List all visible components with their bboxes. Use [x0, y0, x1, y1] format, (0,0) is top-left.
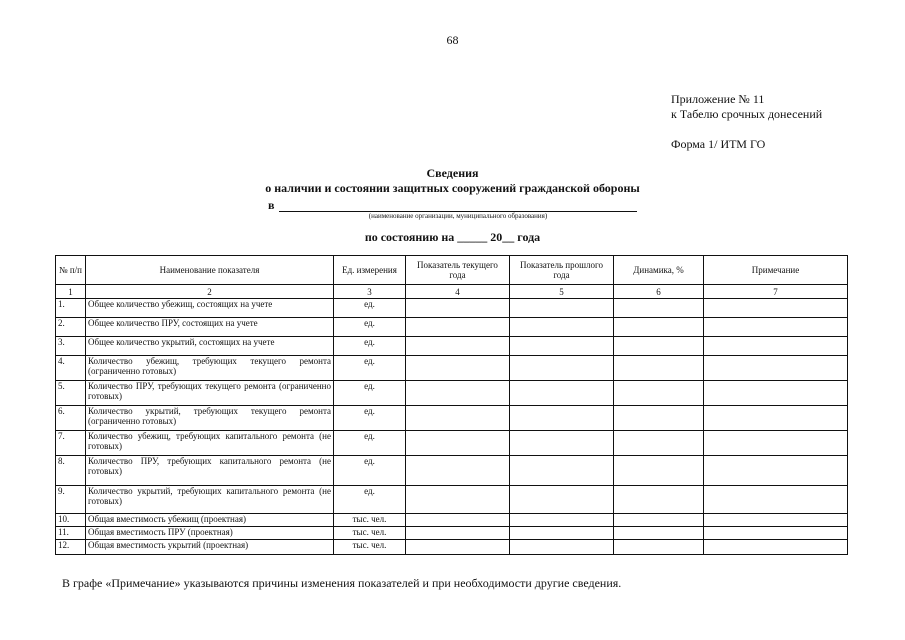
current-year-cell[interactable]	[406, 356, 510, 381]
table-row	[56, 318, 848, 337]
note-cell[interactable]	[704, 514, 848, 527]
previous-year-cell[interactable]	[510, 406, 614, 431]
note-cell[interactable]	[704, 406, 848, 431]
table-row	[56, 337, 848, 356]
note-cell[interactable]	[704, 318, 848, 337]
previous-year-cell[interactable]	[510, 527, 614, 540]
document-subtitle: о наличии и состоянии защитных сооружений гражданской обороны	[265, 181, 640, 195]
row-number: 4.	[56, 356, 86, 381]
unit-cell: ед.	[334, 406, 406, 431]
header-cell: Динамика, %	[614, 256, 704, 285]
page-number: 68	[446, 33, 459, 47]
table-row	[56, 299, 848, 318]
current-year-cell[interactable]	[406, 381, 510, 406]
report-table	[55, 255, 848, 555]
current-year-cell[interactable]	[406, 406, 510, 431]
row-number: 9.	[56, 486, 86, 514]
note-cell[interactable]	[704, 356, 848, 381]
column-number-row	[56, 285, 848, 299]
unit-cell: тыс. чел.	[334, 514, 406, 527]
previous-year-cell[interactable]	[510, 299, 614, 318]
previous-year-cell[interactable]	[510, 337, 614, 356]
dynamics-cell[interactable]	[614, 299, 704, 318]
table-row	[56, 431, 848, 456]
row-number: 8.	[56, 456, 86, 486]
organization-hint: (наименование организации, муниципального образования)	[368, 212, 548, 220]
indicator-name: Общая вместимость убежищ (проектная)	[86, 514, 334, 527]
indicator-name: Количество укрытий, требующих капитального ремонта (не готовых)	[86, 486, 334, 514]
row-number: 11.	[56, 527, 86, 540]
dynamics-cell[interactable]	[614, 337, 704, 356]
dynamics-cell[interactable]	[614, 540, 704, 555]
table-row	[56, 540, 848, 555]
previous-year-cell[interactable]	[510, 318, 614, 337]
dynamics-cell[interactable]	[614, 486, 704, 514]
current-year-cell[interactable]	[406, 299, 510, 318]
note-cell[interactable]	[704, 540, 848, 555]
dynamics-cell[interactable]	[614, 406, 704, 431]
unit-cell: ед.	[334, 299, 406, 318]
column-number: 2	[86, 285, 334, 299]
unit-cell: ед.	[334, 431, 406, 456]
previous-year-cell[interactable]	[510, 514, 614, 527]
note-cell[interactable]	[704, 337, 848, 356]
unit-cell: ед.	[334, 356, 406, 381]
document-title: Сведения	[426, 166, 479, 180]
previous-year-cell[interactable]	[510, 356, 614, 381]
column-number: 6	[614, 285, 704, 299]
row-number: 3.	[56, 337, 86, 356]
note-cell[interactable]	[704, 431, 848, 456]
previous-year-cell[interactable]	[510, 456, 614, 486]
column-number: 1	[56, 285, 86, 299]
note-cell[interactable]	[704, 299, 848, 318]
row-number: 6.	[56, 406, 86, 431]
column-number: 4	[406, 285, 510, 299]
indicator-name: Общее количество укрытий, состоящих на учете	[86, 337, 334, 356]
indicator-name: Общая вместимость укрытий (проектная)	[86, 540, 334, 555]
footnote: В графе «Примечание» указываются причины изменения показателей и при необходимости другие сведения.	[62, 576, 622, 590]
indicator-name: Количество укрытий, требующих текущего ремонта (ограниченно готовых)	[86, 406, 334, 431]
previous-year-cell[interactable]	[510, 486, 614, 514]
appendix-line-1: Приложение № 11	[671, 92, 765, 106]
row-number: 7.	[56, 431, 86, 456]
current-year-cell[interactable]	[406, 456, 510, 486]
unit-cell: ед.	[334, 456, 406, 486]
column-number: 3	[334, 285, 406, 299]
header-cell: Наименование показателя	[86, 256, 334, 285]
as-of-date: по состоянию на _____ 20__ года	[364, 230, 541, 244]
indicator-name: Общее количество убежищ, состоящих на учете	[86, 299, 334, 318]
note-cell[interactable]	[704, 456, 848, 486]
row-number: 12.	[56, 540, 86, 555]
unit-cell: тыс. чел.	[334, 527, 406, 540]
row-number: 1.	[56, 299, 86, 318]
organization-prefix: в	[268, 198, 275, 212]
note-cell[interactable]	[704, 486, 848, 514]
dynamics-cell[interactable]	[614, 514, 704, 527]
row-number: 2.	[56, 318, 86, 337]
row-number: 10.	[56, 514, 86, 527]
table-row	[56, 456, 848, 486]
unit-cell: ед.	[334, 337, 406, 356]
previous-year-cell[interactable]	[510, 540, 614, 555]
indicator-name: Количество убежищ, требующих капитального ремонта (не готовых)	[86, 431, 334, 456]
previous-year-cell[interactable]	[510, 431, 614, 456]
current-year-cell[interactable]	[406, 486, 510, 514]
appendix-line-2: к Табелю срочных донесений	[671, 107, 823, 121]
dynamics-cell[interactable]	[614, 431, 704, 456]
note-cell[interactable]	[704, 527, 848, 540]
current-year-cell[interactable]	[406, 431, 510, 456]
dynamics-cell[interactable]	[614, 381, 704, 406]
table-row	[56, 527, 848, 540]
unit-cell: ед.	[334, 318, 406, 337]
indicator-name: Количество ПРУ, требующих текущего ремонта (ограниченно готовых)	[86, 381, 334, 406]
table-row	[56, 381, 848, 406]
row-number: 5.	[56, 381, 86, 406]
previous-year-cell[interactable]	[510, 381, 614, 406]
dynamics-cell[interactable]	[614, 356, 704, 381]
header-cell: Примечание	[704, 256, 848, 285]
header-cell: № п/п	[56, 256, 86, 285]
indicator-name: Количество ПРУ, требующих капитального ремонта (не готовых)	[86, 456, 334, 486]
dynamics-cell[interactable]	[614, 456, 704, 486]
unit-cell: тыс. чел.	[334, 540, 406, 555]
unit-cell: ед.	[334, 486, 406, 514]
current-year-cell[interactable]	[406, 540, 510, 555]
current-year-cell[interactable]	[406, 514, 510, 527]
indicator-name: Количество убежищ, требующих текущего ремонта (ограниченно готовых)	[86, 356, 334, 381]
table-row	[56, 514, 848, 527]
indicator-name: Общая вместимость ПРУ (проектная)	[86, 527, 334, 540]
note-cell[interactable]	[704, 381, 848, 406]
unit-cell: ед.	[334, 381, 406, 406]
dynamics-cell[interactable]	[614, 318, 704, 337]
column-number: 7	[704, 285, 848, 299]
column-number: 5	[510, 285, 614, 299]
header-cell: Показатель текущего года	[406, 256, 510, 285]
header-cell: Показатель прошлого года	[510, 256, 614, 285]
dynamics-cell[interactable]	[614, 527, 704, 540]
header-cell: Ед. измерения	[334, 256, 406, 285]
table-row	[56, 356, 848, 381]
indicator-name: Общее количество ПРУ, состоящих на учете	[86, 318, 334, 337]
table-row	[56, 406, 848, 431]
current-year-cell[interactable]	[406, 318, 510, 337]
form-code: Форма 1/ ИТМ ГО	[671, 137, 766, 151]
header-row	[56, 256, 848, 285]
current-year-cell[interactable]	[406, 527, 510, 540]
table-row	[56, 486, 848, 514]
appendix-note	[671, 92, 822, 122]
current-year-cell[interactable]	[406, 337, 510, 356]
